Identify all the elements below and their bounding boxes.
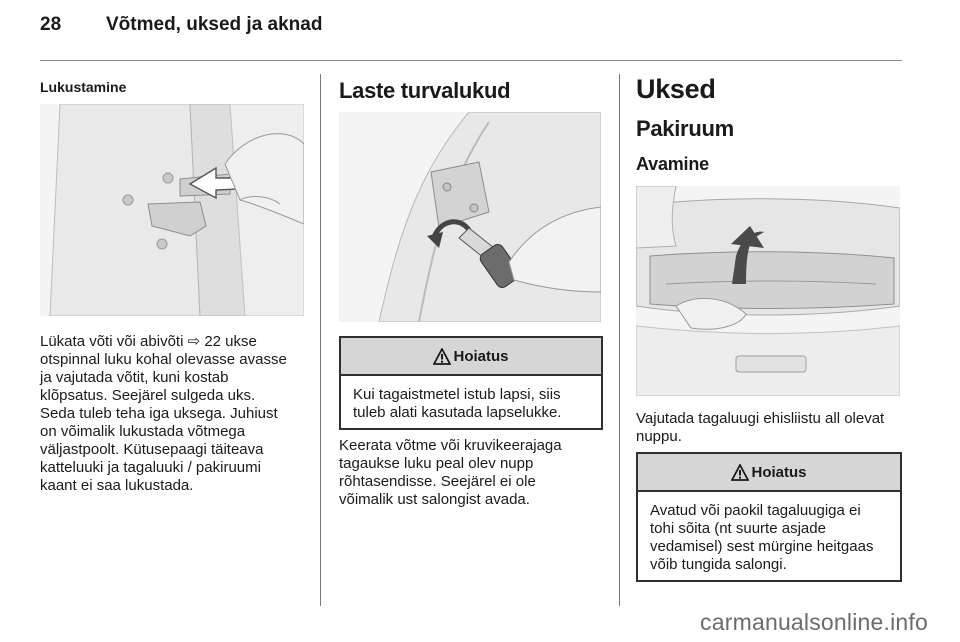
warning-line: Avatud või paokil tagaluugiga ei <box>650 502 861 519</box>
body-line: võimalik ust salongist avada. <box>339 491 530 508</box>
warning-title: Hoiatus <box>751 463 807 481</box>
body-line: kaant ei saa lukustada. <box>40 477 194 494</box>
warning-line: Kui tagaistmetel istub lapsi, siis <box>353 386 561 403</box>
header-rule <box>40 60 902 61</box>
body-line: väljastpoolt. Kütusepaagi täiteava <box>40 441 264 458</box>
section-heading-lukustamine: Lukustamine <box>40 79 127 95</box>
body-line: nuppu. <box>636 428 682 445</box>
body-line: otspinnal luku kohal olevasse avasse <box>40 351 287 368</box>
warning-line: tuleb alati kasutada lapselukke. <box>353 404 562 421</box>
watermark-text: carmanualsonline.info <box>700 609 928 635</box>
warning-triangle-icon <box>731 464 749 481</box>
section-heading-uksed: Uksed <box>636 74 716 104</box>
warning-header <box>341 338 601 376</box>
body-line: ja vajutada võtit, kuni kostab <box>40 369 229 386</box>
body-line: rõhtasendisse. Seejärel ei ole <box>339 473 536 490</box>
body-line: klõpsatus. Seejärel sulgeda uks. <box>40 387 256 404</box>
subsubheading-avamine: Avamine <box>636 154 709 174</box>
warning-line: võib tungida salongi. <box>650 556 787 573</box>
warning-title: Hoiatus <box>453 347 509 365</box>
warning-line: vedamisel) sest mürgine heitgaas <box>650 538 874 555</box>
body-line: tagaukse luku peal olev nupp <box>339 455 534 472</box>
avamine-body-text <box>636 410 906 446</box>
section-heading-laste-turvalukud: Laste turvalukud <box>339 78 511 103</box>
chapter-title: Võtmed, uksed ja aknad <box>106 14 323 35</box>
laste-turvalukud-body-text <box>339 437 609 509</box>
page-header <box>40 14 322 36</box>
body-line: Vajutada tagaluugi ehisliistu all olevat <box>636 410 885 427</box>
column-divider-1 <box>320 74 321 606</box>
body-line: Seda tuleb teha iga uksega. Juhiust <box>40 405 278 422</box>
warning-triangle-icon <box>433 348 451 365</box>
body-line: on võimalik lukustada võtmega <box>40 423 246 440</box>
warning-header <box>638 454 900 492</box>
lukustamine-body-text <box>40 333 310 495</box>
subheading-pakiruum: Pakiruum <box>636 116 734 141</box>
warning-box-child-locks <box>339 336 603 430</box>
warning-box-tailgate <box>636 452 902 582</box>
door-lock-key-illustration <box>40 104 304 316</box>
column-divider-2 <box>619 74 620 606</box>
tailgate-opening-illustration <box>636 186 900 396</box>
page-number: 28 <box>40 14 62 35</box>
child-safety-lock-illustration <box>339 112 601 322</box>
body-line: Keerata võtme või kruvikeerajaga <box>339 437 562 454</box>
body-line: Lükata võti või abivõti ⇨ 22 ukse <box>40 333 257 350</box>
warning-text <box>341 376 601 432</box>
body-line: katteluuki ja tagaluuki / pakiruumi <box>40 459 261 476</box>
warning-text <box>638 492 900 584</box>
warning-line: tohi sõita (nt suurte asjade <box>650 520 826 537</box>
